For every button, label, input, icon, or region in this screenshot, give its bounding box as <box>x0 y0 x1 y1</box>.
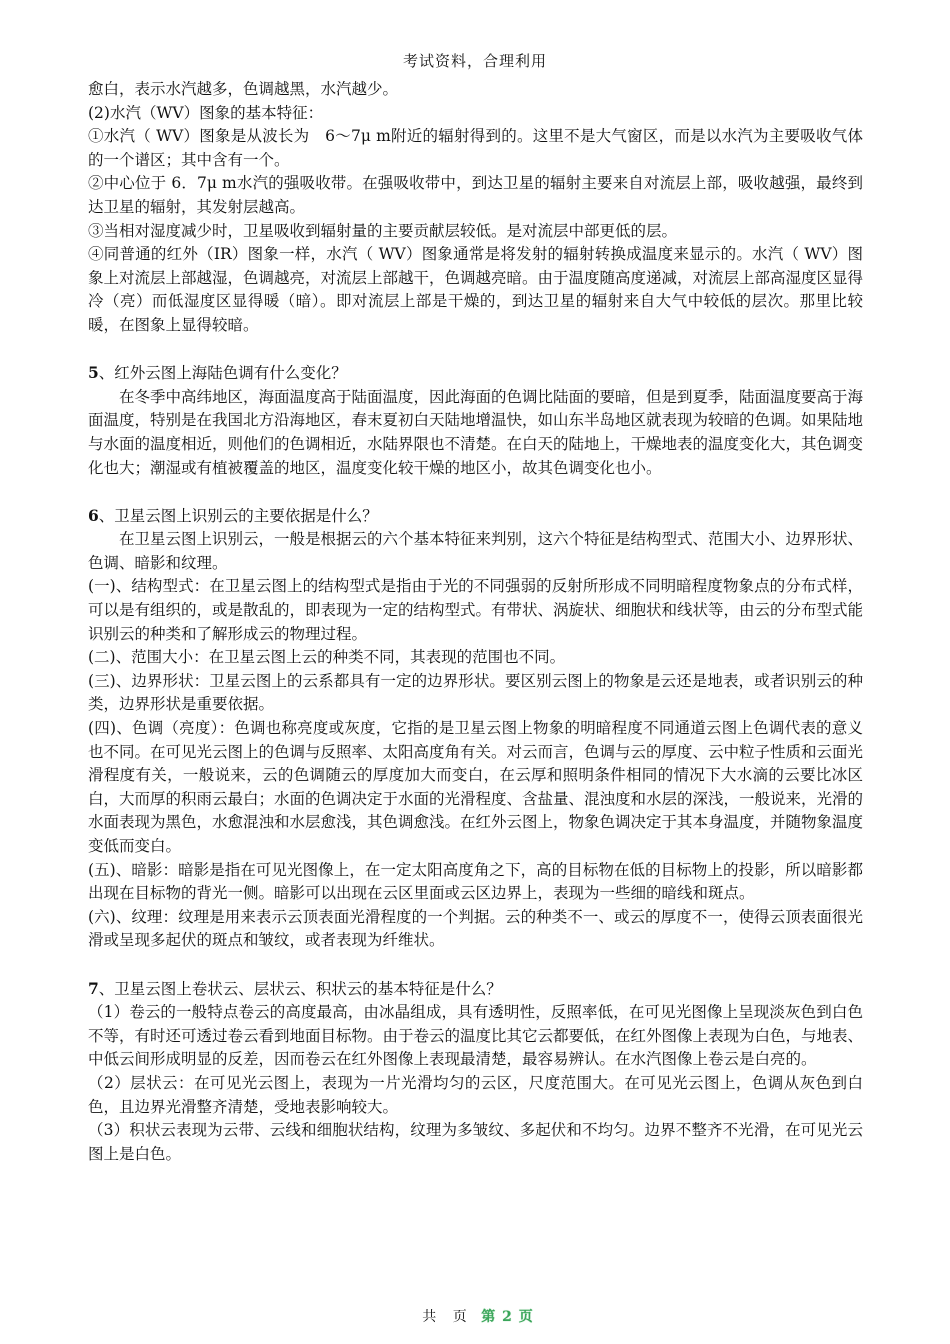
question-number: 7 <box>88 978 99 998</box>
document-body <box>88 78 863 1166</box>
paragraph: (四)、色调（亮度）：色调也称亮度或灰度，它指的是卫星云图上物象的明暗程度不同通道云图上色调代表的意义也不同。在可见光云图上的色调与反照率、太阳高度角有关。对云而言，色调与云的厚度、云中粒子性质和云面光滑程度有关，一般说来，云的色调随云的厚度加大而变白，在云厚和照明条件相同的情况下大水滴的云要比冰区白，大而厚的积雨云最白；水面的色调决定于水面的光滑程度、含盐量、混浊度和水层的深浅，一般说来，光滑的水面表现为黑色，水愈混浊和水层愈浅，其色调愈浅。在红外云图上，物象色调决定于其本身温度，并随物象温度变低而变白。 <box>88 719 864 855</box>
paragraph: 在冬季中高纬地区，海面温度高于陆面温度，因此海面的色调比陆面的要暗，但是到夏季，陆面温度要高于海面温度，特别是在我国北方沿海地区，春末夏初白天陆地增温快，如山东半岛地区就表现为较暗的色调。如果陆地与水面的温度相近，则他们的色调相近，水陆界限也不清楚。在白天的陆地上，干燥地表的温度变化大，其色调变化也大；潮湿或有植被覆盖的地区，温度变化较干燥的地区小，故其色调变化也小。 <box>88 387 864 477</box>
paragraph: (三)、边界形状：卫星云图上的云系都具有一定的边界形状。要区别云图上的物象是云还是地表，或者识别云的种类，边界形状是重要依据。 <box>88 671 863 714</box>
paragraph: (六)、纹理：纹理是用来表示云顶表面光滑程度的一个判据。云的种类不一、或云的厚度不一，使得云顶表面很光滑或呈现多起伏的斑点和皱纹，或者表现为纤维状。 <box>88 907 863 950</box>
paragraph: (五)、暗影：暗影是指在可见光图像上，在一定太阳高度角之下，高的目标物在低的目标物上的投影，所以暗影都出现在目标物的背光一侧。暗影可以出现在云区里面或云区边界上，表现为一些细的暗线和斑点。 <box>88 860 863 903</box>
footer-page-label: 页 <box>452 1309 467 1325</box>
paragraph-gap <box>88 480 863 504</box>
question-text: 、卫星云图上识别云的主要依据是什么？ <box>98 506 378 525</box>
footer-total-label: 共 <box>422 1309 437 1325</box>
paragraph: （3）积状云表现为云带、云线和细胞状结构，纹理为多皱纹、多起伏和不均匀。边界不整齐不光滑，在可见光云图上是白色。 <box>88 1121 863 1163</box>
question-number: 6 <box>88 505 99 525</box>
paragraph: ④同普通的红外（IR）图象一样，水汽（ WV）图象通常是将发射的辐射转换成温度来显示的。水汽（ WV）图象上对流层上部越湿，色调越亮，对流层上部越干，色调越亮暗。由于温度随高度递减，对流层上部高湿度区显得冷（亮）而低湿度区显得暖（暗）。即对流层上部是干燥的，到达卫星的辐射来自大气中较低的层次。那里比较暖，在图象上显得较暗。 <box>88 245 864 334</box>
question-heading <box>88 977 863 1002</box>
paragraph-gap <box>88 338 863 362</box>
paragraph: (二)、范围大小：在卫星云图上云的种类不同，其表现的范围也不同。 <box>88 648 566 667</box>
page-header: 考试资料，合理利用 <box>402 52 547 70</box>
question-heading <box>88 361 863 386</box>
paragraph: 在卫星云图上识别云，一般是根据云的六个基本特征来判别，这六个特征是结构型式、范围大小、边界形状、色调、暗影和纹理。 <box>88 530 864 572</box>
paragraph: 愈白，表示水汽越多，色调越黑，水汽越少。 <box>88 80 399 98</box>
paragraph: (一)、结构型式：在卫星云图上的结构型式是指由于光的不同强弱的反射所形成不同明暗程度物象点的分布式样，可以是有组织的，或是散乱的，即表现为一定的结构型式。有带状、涡旋状、细胞状和线状等，由云的分布型式能识别云的种类和了解形成云的物理过程。 <box>88 577 864 643</box>
paragraph: (2)水汽（WV）图象的基本特征： <box>88 103 324 122</box>
question-text: 、红外云图上海陆色调有什么变化？ <box>98 364 347 383</box>
question-heading <box>88 504 863 529</box>
paragraph: （2）层状云：在可见光云图上，表现为一片光滑均匀的云区，尺度范围大。在可见光云图上，色调从灰色到白色，且边界光滑整齐清楚，受地表影响较大。 <box>88 1073 863 1116</box>
paragraph: ③当相对湿度减少时，卫星吸收到辐射量的主要贡献层较低。是对流层中部更低的层。 <box>88 221 678 240</box>
question-number: 5 <box>88 363 99 383</box>
paragraph: ①水汽（ WV）图象是从波长为 6～7μ m附近的辐射得到的。这里不是大气窗区，而是以水汽为主要吸收气体的一个谱区；其中含有一个。 <box>88 127 863 169</box>
paragraph: （1）卷云的一般特点卷云的高度最高，由冰晶组成，具有透明性，反照率低，在可见光图像上呈现淡灰色到白色不等，有时还可透过卷云看到地面目标物。由于卷云的温度比其它云都要低，在红外图像上表现为白色，与地表、中低云间形成明显的反差，因而卷云在红外图像上表现最清楚，最容易辨认。在水汽图像上卷云是白亮的。 <box>88 1003 864 1069</box>
paragraph-gap <box>88 953 863 977</box>
page-footer <box>0 1306 950 1326</box>
question-text: 、卫星云图上卷状云、层状云、积状云的基本特征是什么？ <box>98 979 502 998</box>
current-page-number: 第 2 页 <box>481 1309 534 1325</box>
paragraph: ②中心位于 6．7μ m水汽的强吸收带。在强吸收带中，到达卫星的辐射主要来自对流层上部，吸收越强，最终到达卫星的辐射，其发射层越高。 <box>88 174 863 216</box>
